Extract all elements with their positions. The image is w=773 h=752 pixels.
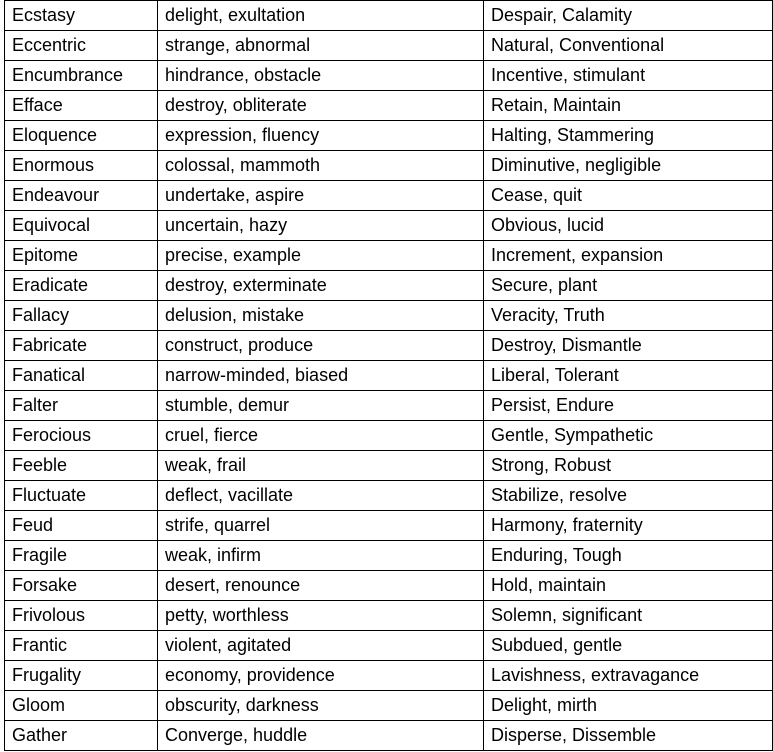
- word-cell: Feeble: [5, 451, 158, 481]
- antonyms-cell: Strong, Robust: [484, 451, 773, 481]
- antonyms-cell: Retain, Maintain: [484, 91, 773, 121]
- synonyms-cell: uncertain, hazy: [158, 211, 484, 241]
- word-cell: Frugality: [5, 661, 158, 691]
- word-cell: Forsake: [5, 571, 158, 601]
- antonyms-cell: Harmony, fraternity: [484, 511, 773, 541]
- word-cell: Frantic: [5, 631, 158, 661]
- synonyms-cell: construct, produce: [158, 331, 484, 361]
- table-row: [5, 571, 773, 601]
- table-row: [5, 241, 773, 271]
- word-cell: Fragile: [5, 541, 158, 571]
- table-row: [5, 421, 773, 451]
- synonyms-cell: precise, example: [158, 241, 484, 271]
- table-row: [5, 541, 773, 571]
- synonyms-cell: delusion, mistake: [158, 301, 484, 331]
- synonyms-cell: stumble, demur: [158, 391, 484, 421]
- synonyms-cell: strife, quarrel: [158, 511, 484, 541]
- word-cell: Fabricate: [5, 331, 158, 361]
- antonyms-cell: Natural, Conventional: [484, 31, 773, 61]
- synonyms-cell: undertake, aspire: [158, 181, 484, 211]
- synonyms-cell: obscurity, darkness: [158, 691, 484, 721]
- table-row: [5, 121, 773, 151]
- antonyms-cell: Liberal, Tolerant: [484, 361, 773, 391]
- word-cell: Endeavour: [5, 181, 158, 211]
- table-row: [5, 211, 773, 241]
- word-cell: Falter: [5, 391, 158, 421]
- synonyms-cell: narrow-minded, biased: [158, 361, 484, 391]
- word-cell: Eloquence: [5, 121, 158, 151]
- antonyms-cell: Increment, expansion: [484, 241, 773, 271]
- synonyms-cell: delight, exultation: [158, 1, 484, 31]
- word-cell: Ferocious: [5, 421, 158, 451]
- antonyms-cell: Persist, Endure: [484, 391, 773, 421]
- word-cell: Fluctuate: [5, 481, 158, 511]
- table-row: [5, 481, 773, 511]
- synonyms-cell: weak, infirm: [158, 541, 484, 571]
- antonyms-cell: Despair, Calamity: [484, 1, 773, 31]
- word-cell: Fanatical: [5, 361, 158, 391]
- synonyms-cell: weak, frail: [158, 451, 484, 481]
- table-row: [5, 361, 773, 391]
- antonyms-cell: Incentive, stimulant: [484, 61, 773, 91]
- antonyms-cell: Enduring, Tough: [484, 541, 773, 571]
- antonyms-cell: Stabilize, resolve: [484, 481, 773, 511]
- synonyms-cell: destroy, exterminate: [158, 271, 484, 301]
- table-row: [5, 511, 773, 541]
- word-cell: Ecstasy: [5, 1, 158, 31]
- table-row: [5, 631, 773, 661]
- antonyms-cell: Halting, Stammering: [484, 121, 773, 151]
- table-row: [5, 451, 773, 481]
- word-cell: Eccentric: [5, 31, 158, 61]
- antonyms-cell: Secure, plant: [484, 271, 773, 301]
- table-row: [5, 691, 773, 721]
- table-row: [5, 721, 773, 751]
- word-cell: Equivocal: [5, 211, 158, 241]
- synonyms-cell: strange, abnormal: [158, 31, 484, 61]
- synonyms-cell: colossal, mammoth: [158, 151, 484, 181]
- table-row: [5, 661, 773, 691]
- synonyms-cell: petty, worthless: [158, 601, 484, 631]
- word-cell: Gather: [5, 721, 158, 751]
- table-row: [5, 1, 773, 31]
- word-cell: Eradicate: [5, 271, 158, 301]
- synonyms-cell: cruel, fierce: [158, 421, 484, 451]
- table-row: [5, 391, 773, 421]
- word-cell: Encumbrance: [5, 61, 158, 91]
- antonyms-cell: Gentle, Sympathetic: [484, 421, 773, 451]
- antonyms-cell: Lavishness, extravagance: [484, 661, 773, 691]
- word-cell: Enormous: [5, 151, 158, 181]
- word-cell: Fallacy: [5, 301, 158, 331]
- table-row: [5, 331, 773, 361]
- table-row: [5, 601, 773, 631]
- word-cell: Feud: [5, 511, 158, 541]
- antonyms-cell: Obvious, lucid: [484, 211, 773, 241]
- table-body: [5, 1, 773, 751]
- word-cell: Frivolous: [5, 601, 158, 631]
- antonyms-cell: Delight, mirth: [484, 691, 773, 721]
- antonyms-cell: Destroy, Dismantle: [484, 331, 773, 361]
- synonyms-cell: hindrance, obstacle: [158, 61, 484, 91]
- synonyms-cell: desert, renounce: [158, 571, 484, 601]
- antonyms-cell: Disperse, Dissemble: [484, 721, 773, 751]
- synonyms-cell: violent, agitated: [158, 631, 484, 661]
- synonyms-cell: destroy, obliterate: [158, 91, 484, 121]
- word-cell: Gloom: [5, 691, 158, 721]
- antonyms-cell: Veracity, Truth: [484, 301, 773, 331]
- table-row: [5, 181, 773, 211]
- table-row: [5, 61, 773, 91]
- antonyms-cell: Solemn, significant: [484, 601, 773, 631]
- antonyms-cell: Hold, maintain: [484, 571, 773, 601]
- table-row: [5, 31, 773, 61]
- word-cell: Epitome: [5, 241, 158, 271]
- vocabulary-table: [4, 0, 773, 751]
- table-row: [5, 301, 773, 331]
- antonyms-cell: Diminutive, negligible: [484, 151, 773, 181]
- table-row: [5, 151, 773, 181]
- synonyms-cell: Converge, huddle: [158, 721, 484, 751]
- synonyms-cell: expression, fluency: [158, 121, 484, 151]
- table-row: [5, 91, 773, 121]
- word-cell: Efface: [5, 91, 158, 121]
- table-row: [5, 271, 773, 301]
- antonyms-cell: Cease, quit: [484, 181, 773, 211]
- antonyms-cell: Subdued, gentle: [484, 631, 773, 661]
- synonyms-cell: deflect, vacillate: [158, 481, 484, 511]
- synonyms-cell: economy, providence: [158, 661, 484, 691]
